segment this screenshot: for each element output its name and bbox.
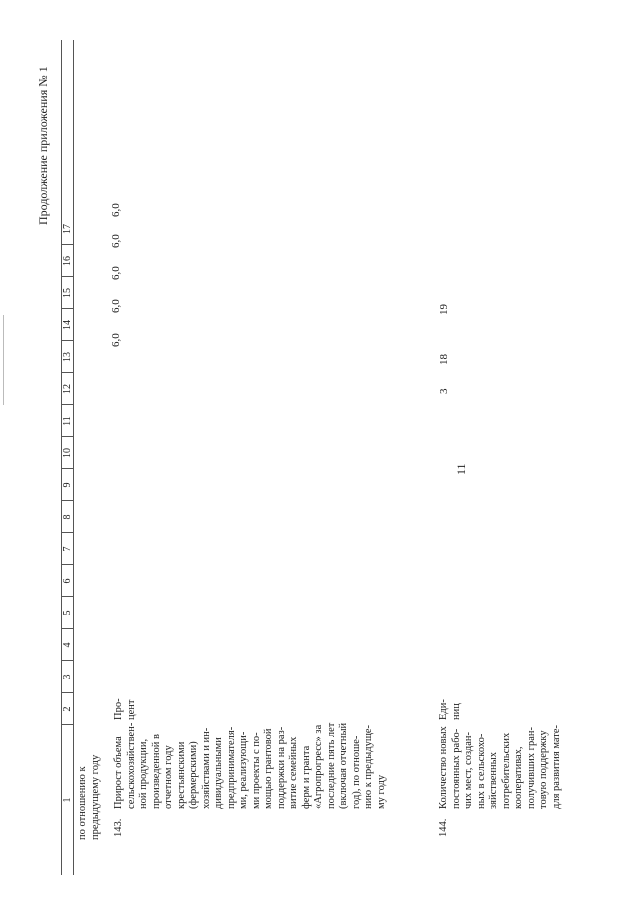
table-row bbox=[77, 755, 102, 840]
col-divider bbox=[61, 692, 73, 693]
indicator-line: ми проекты с по- bbox=[250, 732, 262, 809]
column-number: 15 bbox=[62, 288, 73, 298]
column-number: 13 bbox=[62, 352, 73, 362]
col-divider bbox=[61, 660, 73, 661]
row-144-value-10: 18 bbox=[438, 354, 450, 365]
column-number: 5 bbox=[62, 610, 73, 616]
row-144-value-11: 19 bbox=[438, 304, 450, 315]
table-row bbox=[113, 824, 151, 840]
indicator-line: «Агропрогресс» за bbox=[313, 724, 324, 809]
col-divider bbox=[61, 404, 73, 405]
indicator-line: ных в сельскохо- bbox=[475, 733, 487, 809]
unit-line: цент bbox=[125, 699, 137, 720]
column-number: 2 bbox=[62, 706, 73, 712]
indicator-line: чих мест, создан- bbox=[463, 731, 474, 809]
col-divider bbox=[61, 244, 73, 245]
column-number: 3 bbox=[62, 674, 73, 680]
row-144-value-9: 3 bbox=[438, 388, 450, 394]
row-143-value-14: 6,0 bbox=[110, 299, 122, 313]
indicator-line: нию к предыдуще- bbox=[363, 724, 374, 809]
column-number: 14 bbox=[62, 320, 73, 330]
indicator-line: постоянных рабо- bbox=[450, 728, 462, 809]
unit-line: Еди- bbox=[438, 699, 449, 720]
indicator-line: ферм и гранта bbox=[300, 745, 312, 809]
col-divider bbox=[61, 372, 73, 373]
indicator-line: отчетном году bbox=[163, 745, 174, 809]
column-number: 4 bbox=[62, 642, 73, 648]
indicator-line: крестьянскими bbox=[175, 741, 187, 809]
indicator-line: му году bbox=[375, 774, 387, 809]
column-number: 1 bbox=[62, 797, 73, 803]
indicator-line: ной продукции, bbox=[138, 738, 149, 809]
indicator-line: произведенной в bbox=[150, 734, 162, 809]
row-143-value-17: 6,0 bbox=[110, 203, 122, 217]
row-143-value-16: 6,0 bbox=[110, 234, 122, 248]
appendix-header: Продолжение приложения № 1 bbox=[36, 66, 50, 225]
column-number: 17 bbox=[62, 224, 73, 234]
col-divider bbox=[61, 500, 73, 501]
row-143-indicator-text bbox=[113, 723, 388, 809]
column-number: 8 bbox=[62, 514, 73, 520]
indicator-line: мощью грантовой bbox=[263, 728, 274, 809]
scan-artifact-line bbox=[3, 315, 4, 405]
indicator-line: Прирост объема bbox=[113, 736, 124, 809]
col-divider bbox=[61, 340, 73, 341]
indicator-line: получивших гран- bbox=[525, 727, 537, 809]
unit-line: ниц bbox=[450, 703, 462, 720]
col-divider bbox=[61, 564, 73, 565]
row-143-unit bbox=[113, 698, 138, 720]
column-number: 10 bbox=[62, 448, 73, 458]
indicator-line: сельскохозяйствен- bbox=[125, 722, 137, 809]
col-divider bbox=[61, 276, 73, 277]
col-divider bbox=[61, 308, 73, 309]
indicator-line: товую поддержку bbox=[538, 730, 549, 809]
indicator-line: ми, реализующи- bbox=[238, 731, 249, 809]
indicator-line: дивидуальными bbox=[213, 737, 224, 809]
indicator-line: для развития мате- bbox=[550, 724, 562, 809]
col-divider bbox=[61, 596, 73, 597]
indicator-line: Количество новых bbox=[438, 726, 449, 809]
col-divider bbox=[61, 436, 73, 437]
row-text-line: по отношению к bbox=[77, 766, 88, 840]
indicator-line: предпринимателя- bbox=[225, 726, 237, 809]
row-143-value-13: 6,0 bbox=[110, 333, 122, 347]
col-divider bbox=[61, 468, 73, 469]
indicator-line: последние пять лет bbox=[325, 722, 337, 809]
indicator-line: потребительских bbox=[500, 732, 512, 809]
indicator-line: год), по отноше- bbox=[350, 735, 362, 809]
page-number: 11 bbox=[454, 463, 468, 475]
col-divider bbox=[61, 724, 73, 725]
indicator-line: хозяйствами и ин- bbox=[200, 727, 212, 809]
row-text-line: предыдущему году bbox=[89, 754, 101, 840]
row-number-143: 143. bbox=[113, 818, 124, 837]
column-number: 12 bbox=[62, 384, 73, 394]
indicator-line: (включая отчетный bbox=[338, 722, 349, 809]
unit-line: Про- bbox=[113, 698, 124, 720]
column-number: 9 bbox=[62, 482, 73, 488]
row-number-144: 144. bbox=[438, 818, 449, 837]
indicator-line: зяйственных bbox=[488, 752, 499, 809]
header-bottom-border bbox=[73, 40, 74, 875]
row-143-value-15: 6,0 bbox=[110, 266, 122, 280]
column-number: 16 bbox=[62, 256, 73, 266]
col-divider bbox=[61, 628, 73, 629]
column-number: 6 bbox=[62, 578, 73, 584]
row-144-indicator-text bbox=[438, 725, 563, 809]
column-number: 7 bbox=[62, 546, 73, 552]
indicator-line: кооперативах, bbox=[513, 746, 524, 809]
indicator-line: поддержки на раз- bbox=[275, 726, 287, 809]
column-number: 11 bbox=[62, 416, 73, 426]
indicator-line: (фермерскими) bbox=[188, 741, 199, 809]
col-divider bbox=[61, 532, 73, 533]
indicator-line: витие семейных bbox=[288, 736, 299, 809]
row-144-unit bbox=[438, 699, 463, 720]
